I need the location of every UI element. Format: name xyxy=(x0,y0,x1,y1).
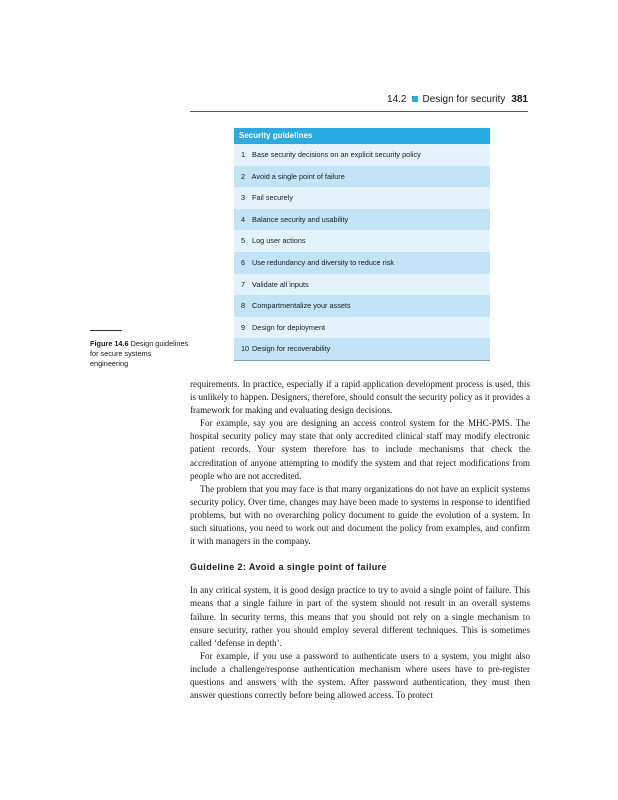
figure-title: Security guidelines xyxy=(234,128,490,144)
section-number: 14.2 xyxy=(387,94,407,105)
paragraph: requirements. In practice, especially if a rapid application development process is used, this is unlikely to happen. Designers, therefore, should consult the security policy as it provides a framework for making and evaluating design decisions. xyxy=(190,379,530,416)
page-number: 381 xyxy=(511,94,528,105)
paragraph: For example, if you use a password to authenticate users to a system, you might also include a challenge/response authentication mechanism where users have to pre-register questions and answers with the system. After password authentication, they must then answer questions correctly before being allowed access. To protect xyxy=(190,650,530,701)
guideline-row xyxy=(234,187,490,209)
guideline-number: 9 xyxy=(241,322,246,332)
guideline-text: Use redundancy and diversity to reduce risk xyxy=(252,257,394,267)
guideline-number: 8 xyxy=(241,301,246,311)
guideline-text: Design for recoverability xyxy=(252,344,331,354)
running-header xyxy=(190,94,528,112)
guideline-number: 6 xyxy=(241,257,246,267)
body-text xyxy=(190,378,530,702)
paragraph: The problem that you may face is that many organizations do not have an explicit systems security policy. Over time, changes may have been made to systems in response to identified problems, but with no overarching policy document to guide the evolution of a system. In such situations, you need to work out and document the policy from examples, and confirm it with managers in the company. xyxy=(190,483,530,547)
caption-text: Design guidelines for secure systems engineering xyxy=(90,339,189,368)
guideline-row xyxy=(234,252,490,274)
guideline-number: 10 xyxy=(241,344,250,354)
guideline-number: 1 xyxy=(241,150,246,159)
figure-caption xyxy=(90,330,190,369)
square-bullet-icon xyxy=(412,96,418,102)
guideline-row xyxy=(234,338,490,361)
section-title: Design for security xyxy=(422,94,506,105)
guideline-number: 2 xyxy=(241,171,246,181)
guideline-text: Balance security and usability xyxy=(252,214,349,224)
guideline-number: 7 xyxy=(241,279,246,289)
guideline-row xyxy=(234,274,490,296)
section-heading: Guideline 2: Avoid a single point of failure xyxy=(190,562,387,573)
guideline-text: Validate all inputs xyxy=(252,279,309,289)
guideline-number: 5 xyxy=(241,236,246,246)
guideline-text: Log user actions xyxy=(252,236,306,246)
paragraph: For example, say you are designing an access control system for the MHC-PMS. The hospital security policy may state that only accredited clinical staff may modify electronic patient records. Your system therefore has to include mechanisms that check the accreditation of anyone attempting to modify the system and that reject modifications from people who are not accredited. xyxy=(190,418,530,481)
figure-label: Figure 14.6 xyxy=(90,339,129,348)
paragraph: In any critical system, it is good design practice to try to avoid a single point of failure. This means that a single failure in part of the system should not result in an overall systems failure. In security terms, this means that you should not rely on a single mechanism to ensure security, rather you should employ several different techniques. This is sometimes called ‘defense in depth’. xyxy=(190,585,530,648)
guideline-text: Fail securely xyxy=(252,193,293,203)
guideline-row xyxy=(234,166,490,188)
guideline-number: 3 xyxy=(241,193,246,203)
guideline-row xyxy=(234,317,490,339)
guideline-row xyxy=(234,230,490,252)
guideline-row xyxy=(234,144,490,166)
guideline-number: 4 xyxy=(241,214,246,224)
caption-rule xyxy=(90,330,122,331)
security-guidelines-figure xyxy=(234,128,490,361)
guideline-row xyxy=(234,295,490,317)
guideline-text: Base security decisions on an explicit security policy xyxy=(252,150,421,159)
guideline-row xyxy=(234,209,490,231)
guideline-text: Design for deployment xyxy=(252,322,326,332)
guideline-text: Compartmentalize your assets xyxy=(252,301,351,311)
guideline-text: Avoid a single point of failure xyxy=(251,171,345,181)
